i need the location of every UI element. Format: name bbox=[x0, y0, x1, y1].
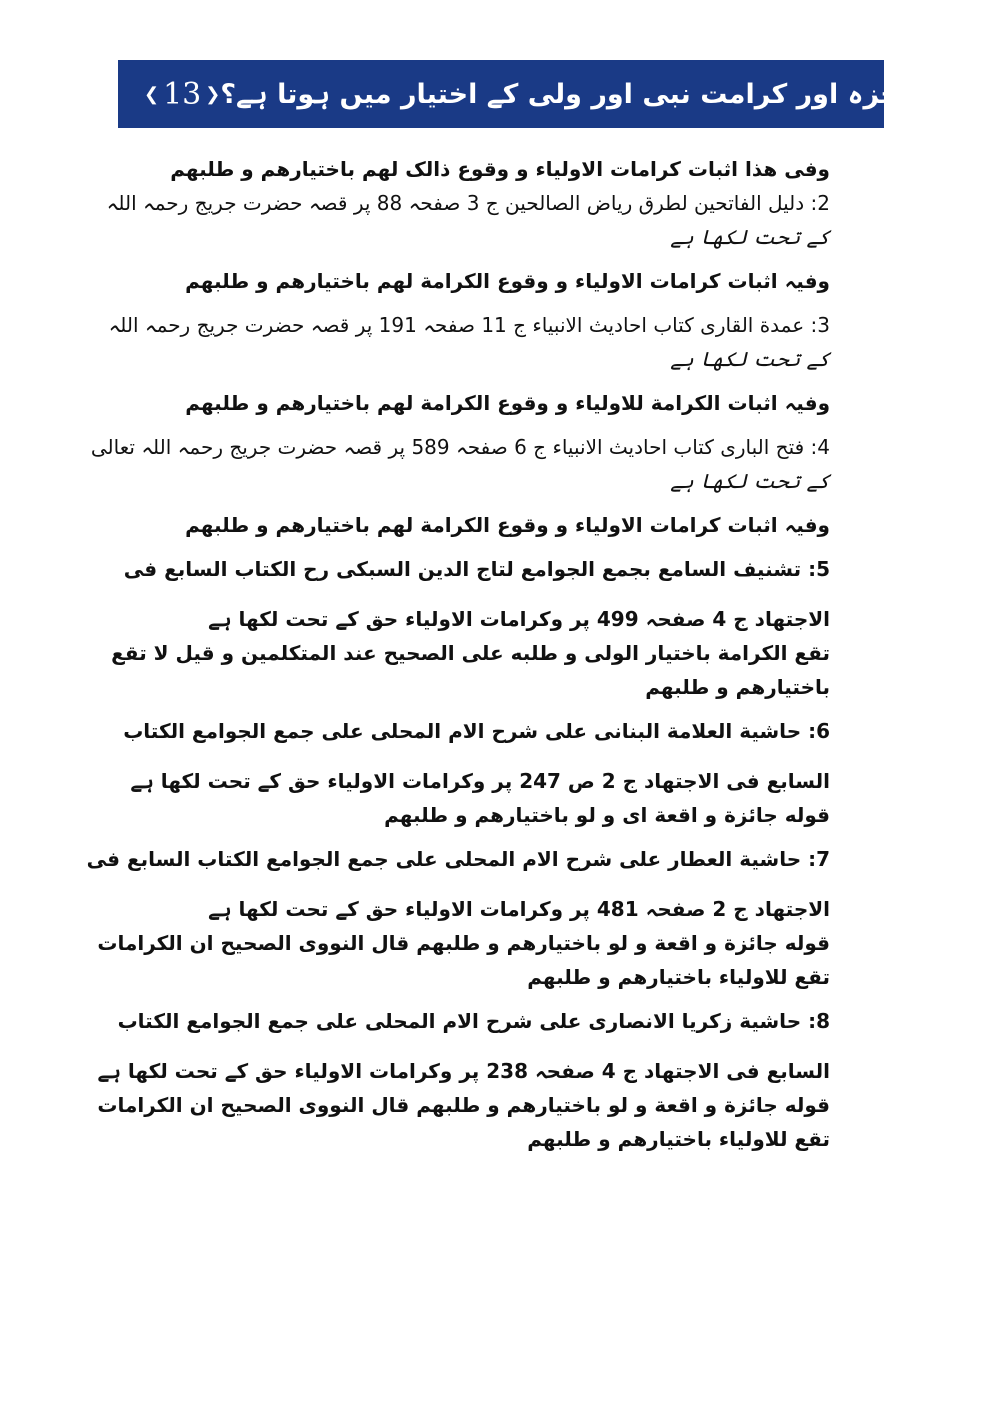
page-body bbox=[86, 152, 830, 1156]
text-line: کے تحت لکھا ہے bbox=[670, 225, 830, 249]
quote-line: قوله جائزة و اقعة ای و لو باختیارھم و طلبھم bbox=[384, 803, 830, 827]
quote-line: تقع للاولیاء باختیارھم و طلبھم bbox=[527, 1127, 830, 1151]
quote-line: وفیہ اثبات الکرامة للاولیاء و وقوع الکرامة لھم باختیارھم و طلبھم bbox=[185, 391, 830, 415]
text-line: وفی ھذا اثبات کرامات الاولیاء و وقوع ذالک لھم باختیارھم و طلبھم bbox=[170, 157, 830, 181]
page-title: کیامعجزہ اور کرامت نبی اور ولی کے اختیار میں ہوتا ہے؟ bbox=[220, 78, 969, 110]
reference-line: 8: حاشیة زکریا الانصاری علی شرح الام المحلی علی جمع الجوامع الکتاب bbox=[117, 1009, 830, 1033]
reference-line: 6: حاشیة العلامة البنانی علی شرح الام المحلی علی جمع الجوامع الکتاب bbox=[123, 719, 830, 743]
quote-line: تقع الکرامة باختیار الولی و طلبه علی الصحیح عند المتکلمین و قیل لا تقع bbox=[111, 641, 830, 665]
reference-line: 7: حاشیة العطار علی شرح الام المحلی علی جمع الجوامع الکتاب السابع فی bbox=[86, 847, 830, 871]
reference-line: الاجتھاد ج 4 صفحہ 499 پر وکرامات الاولیاء حق کے تحت لکھا ہے bbox=[208, 607, 830, 631]
reference-line: السابع فی الاجتھاد ج 2 ص 247 پر وکرامات الاولیاء حق کے تحت لکھا ہے bbox=[130, 769, 830, 793]
ornament-left-icon: ❮ bbox=[144, 83, 160, 105]
quote-line: باختیارھم و طلبھم bbox=[645, 675, 830, 699]
page-number-badge bbox=[144, 77, 220, 112]
quote-line: قوله جائزة و اقعة و لو باختیارھم و طلبھم قال النووی الصحیح ان الکرامات bbox=[97, 1093, 830, 1117]
text-line: کے تحت لکھا ہے bbox=[670, 347, 830, 371]
reference-line: 2: دلیل الفاتحین لطرق ریاض الصالحین ج 3 صفحہ 88 پر قصہ حضرت جریج رحمہ اللہ bbox=[106, 191, 830, 215]
page-header bbox=[118, 60, 969, 128]
reference-line: 3: عمدة القاری کتاب احادیث الانبیاء ج 11 صفحہ 191 پر قصہ حضرت جریج رحمہ اللہ bbox=[108, 313, 830, 337]
quote-line: قوله جائزة و اقعة و لو باختیارھم و طلبھم قال النووی الصحیح ان الکرامات bbox=[97, 931, 830, 955]
quote-line: وفیہ اثبات کرامات الاولیاء و وقوع الکرامة لھم باختیارھم و طلبھم bbox=[185, 513, 830, 537]
page-number: 13 bbox=[163, 76, 202, 112]
reference-line: السابع فی الاجتھاد ج 4 صفحہ 238 پر وکرامات الاولیاء حق کے تحت لکھا ہے bbox=[97, 1059, 830, 1083]
reference-line: الاجتھاد ج 2 صفحہ 481 پر وکرامات الاولیاء حق کے تحت لکھا ہے bbox=[208, 897, 830, 921]
ornament-right-icon: ❯ bbox=[205, 83, 221, 105]
reference-line: 4: فتح الباری کتاب احادیث الانبیاء ج 6 صفحہ 589 پر قصہ حضرت جریج رحمہ اللہ تعالی bbox=[90, 435, 830, 459]
quote-line: تقع للاولیاء باختیارھم و طلبھم bbox=[527, 965, 830, 989]
text-line: کے تحت لکھا ہے bbox=[670, 469, 830, 493]
quote-line: وفیہ اثبات کرامات الاولیاء و وقوع الکرامة لھم باختیارھم و طلبھم bbox=[185, 269, 830, 293]
reference-line: 5: تشنیف السامع بجمع الجوامع لتاج الدین السبکی رح الکتاب السابع فی bbox=[123, 557, 830, 581]
